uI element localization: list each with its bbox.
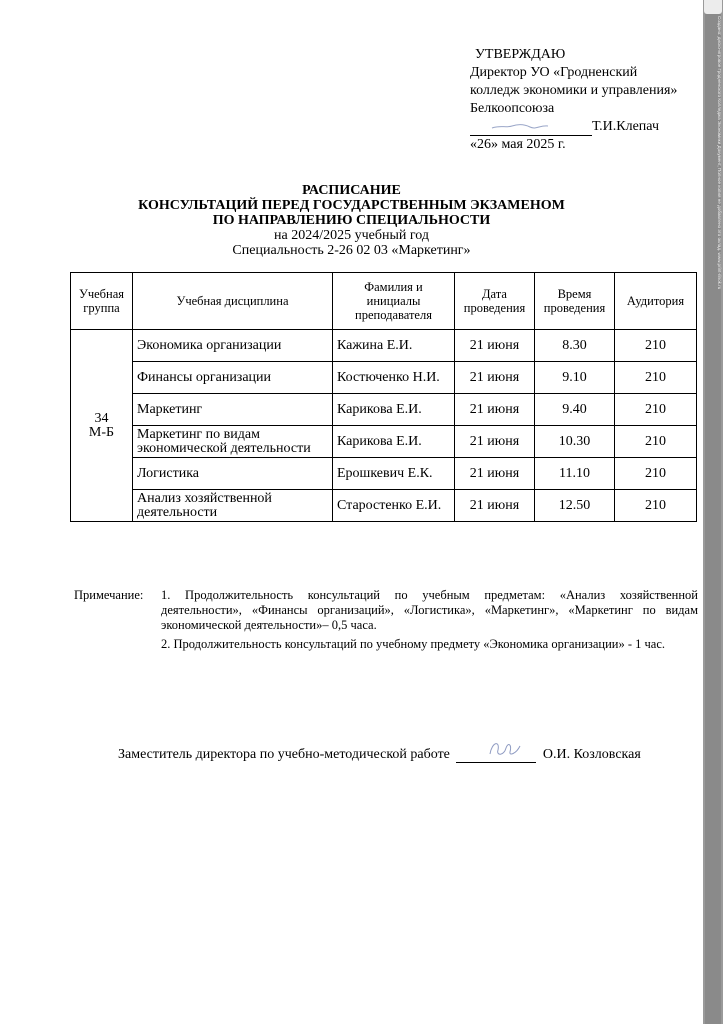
title-line-1: РАСПИСАНИЕ	[302, 183, 401, 198]
note-item-1: 1. Продолжительность консультаций по учебным предметам: «Анализ хозяйственной деятельности», «Финансы организаций», «Логистика», «Маркетинг», «Маркетинг по видам экономической деятельности»– 0,5 часа.	[161, 588, 698, 632]
date-cell: 21 июня	[455, 490, 535, 522]
header-discipline: Учебная дисциплина	[133, 273, 333, 330]
approval-signature-row	[470, 118, 710, 136]
teacher-cell: Старостенко Е.И.	[333, 490, 455, 522]
room-cell: 210	[615, 490, 697, 522]
group-code: М-Б	[88, 424, 115, 440]
deputy-name: О.И. Козловская	[542, 747, 641, 762]
deputy-position: Заместитель директора по учебно-методической работе	[118, 747, 450, 762]
approval-line-3: Белкоопсоюза	[470, 101, 555, 116]
deputy-signature-row	[118, 747, 641, 763]
table-row	[71, 426, 697, 458]
discipline-cell: Маркетинг	[133, 394, 333, 426]
date-cell: 21 июня	[455, 394, 535, 426]
table-row	[71, 362, 697, 394]
discipline-cell: Экономика организации	[133, 330, 333, 362]
schedule-table	[70, 272, 697, 522]
date-cell: 21 июня	[455, 426, 535, 458]
table-row	[71, 490, 697, 522]
approval-block	[470, 46, 710, 154]
room-cell: 210	[615, 394, 697, 426]
approval-date: «26» мая 2025 г.	[470, 137, 566, 152]
director-signature-icon	[490, 119, 550, 133]
room-cell: 210	[615, 362, 697, 394]
date-cell: 21 июня	[455, 362, 535, 394]
date-cell: 21 июня	[455, 458, 535, 490]
director-signature-line	[470, 119, 592, 136]
table-row	[71, 330, 697, 362]
teacher-cell: Кажина Е.И.	[333, 330, 455, 362]
header-group: Учебная группа	[71, 273, 133, 330]
room-cell: 210	[615, 330, 697, 362]
time-cell: 8.30	[535, 330, 615, 362]
teacher-cell: Костюченко Н.И.	[333, 362, 455, 394]
time-cell: 9.10	[535, 362, 615, 394]
title-line-2: КОНСУЛЬТАЦИЙ ПЕРЕД ГОСУДАРСТВЕННЫМ ЭКЗАМЕНОМ	[138, 198, 565, 213]
table-row	[71, 458, 697, 490]
discipline-cell: Анализ хозяйственной деятельности	[133, 490, 333, 522]
room-cell: 210	[615, 426, 697, 458]
date-cell: 21 июня	[455, 330, 535, 362]
deputy-signature-line	[456, 748, 536, 763]
teacher-cell: Карикова Е.И.	[333, 394, 455, 426]
teacher-cell: Ерошкевич Е.К.	[333, 458, 455, 490]
approval-line-2: колледж экономики и управления»	[470, 83, 678, 98]
time-cell: 12.50	[535, 490, 615, 522]
header-date: Дата проведения	[455, 273, 535, 330]
document-title	[0, 183, 703, 243]
specialty-line: Специальность 2-26 02 03 «Маркетинг»	[232, 243, 471, 258]
note-body	[161, 588, 698, 656]
discipline-cell: Финансы организации	[133, 362, 333, 394]
table-row	[71, 394, 697, 426]
title-line-3: ПО НАПРАВЛЕНИЮ СПЕЦИАЛЬНОСТИ	[212, 213, 491, 228]
room-cell: 210	[615, 458, 697, 490]
discipline-cell: Маркетинг по видам экономической деятельности	[133, 426, 333, 458]
deputy-signature-icon	[486, 734, 526, 762]
time-cell: 10.30	[535, 426, 615, 458]
time-cell: 9.40	[535, 394, 615, 426]
header-time: Время проведения	[535, 273, 615, 330]
group-number: 34	[94, 410, 109, 426]
group-cell	[71, 330, 133, 522]
header-room: Аудитория	[615, 273, 697, 330]
scanner-strip-cap	[704, 0, 722, 14]
teacher-cell: Карикова Е.И.	[333, 426, 455, 458]
director-name: Т.И.Клепач	[592, 119, 659, 134]
note-item-2: 2. Продолжительность консультаций по учебному предмету «Экономика организации» - 1 час.	[161, 637, 666, 651]
approval-heading: УТВЕРЖДАЮ	[475, 47, 566, 62]
table-header-row	[71, 273, 697, 330]
time-cell: 11.10	[535, 458, 615, 490]
header-teacher: Фамилия и инициалы преподавателя	[333, 273, 455, 330]
note-label: Примечание:	[74, 588, 144, 602]
discipline-cell: Логистика	[133, 458, 333, 490]
approval-line-1: Директор УО «Гродненский	[470, 65, 638, 80]
scanner-strip-text: Создано: диско-игровое Гродненского Колледжа Экономики Документ, Полное копия не добавлено это оклад. www.print-rinok.ru	[717, 16, 722, 290]
title-line-4: на 2024/2025 учебный год	[274, 228, 429, 243]
